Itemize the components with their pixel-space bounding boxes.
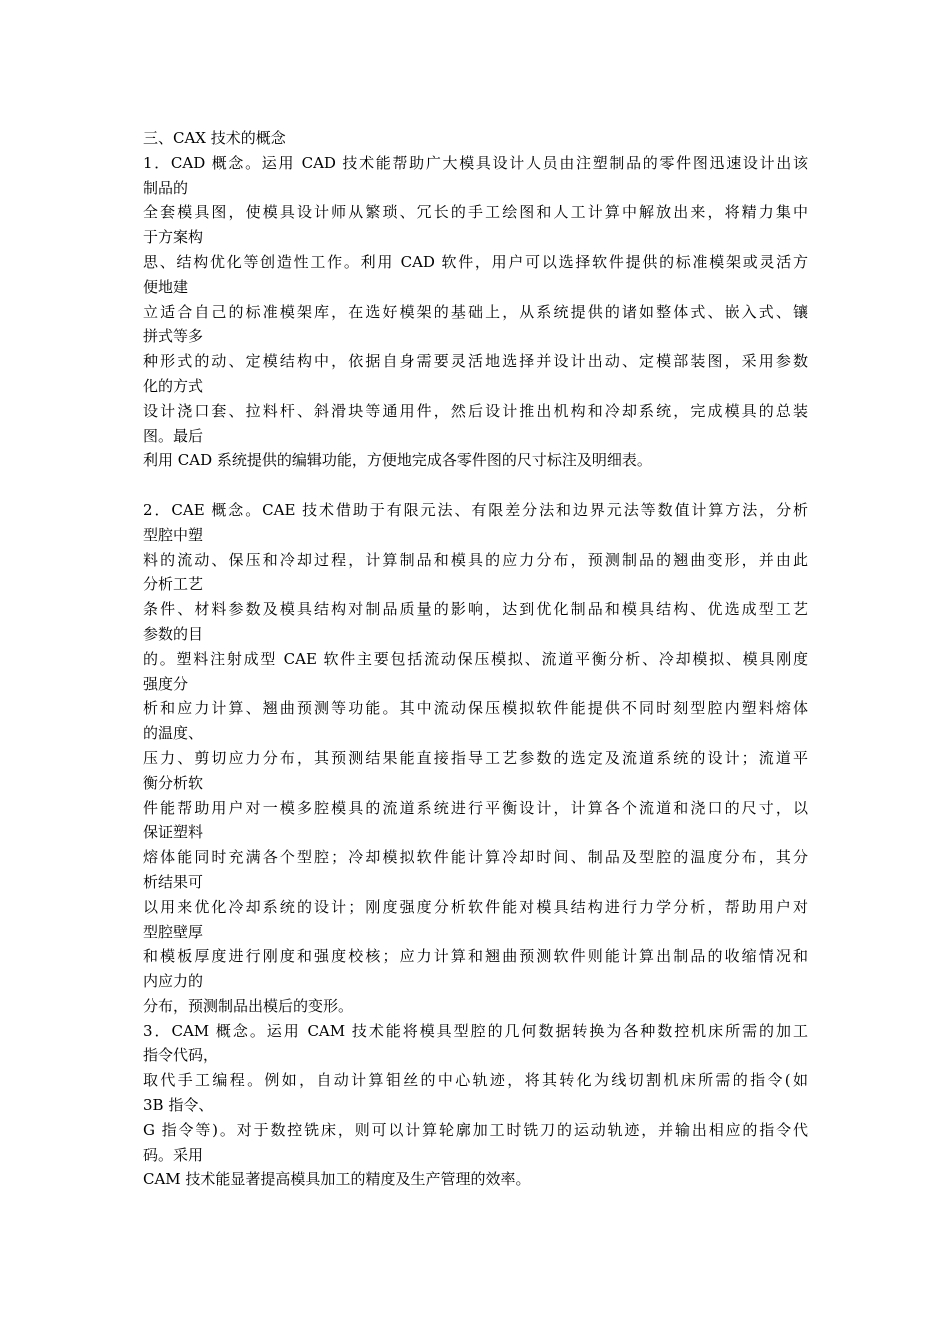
paragraph-line: 全套模具图，使模具设计师从繁琐、冗长的手工绘图和人工计算中解放出来，将精力集中 (143, 203, 808, 222)
section-cad (143, 151, 808, 473)
paragraph-line: 分析工艺 (143, 575, 204, 594)
paragraph-line: 设计浇口套、拉料杆、斜滑块等通用件，然后设计推出机构和冷却系统，完成模具的总装 (143, 401, 808, 420)
paragraph-line: 析结果可 (143, 872, 204, 891)
paragraph-line: 以用来优化冷却系统的设计；刚度强度分析软件能对模具结构进行力学分析，帮助用户对 (143, 897, 808, 916)
paragraph-line: 拼式等多 (143, 327, 204, 346)
paragraph-line: 指令代码， (143, 1046, 219, 1065)
paragraph-line: 内应力的 (143, 972, 204, 991)
paragraph-line: 2．CAE 概念。CAE 技术借助于有限元法、有限差分法和边界元法等数值计算方法，分析 (143, 500, 808, 519)
paragraph-line: 种形式的动、定模结构中，依据自身需要灵活地选择并设计出动、定模部装图，采用参数 (143, 352, 808, 371)
paragraph-gap (143, 473, 808, 498)
paragraph-line: 的温度、 (143, 724, 204, 743)
paragraph-line: 熔体能同时充满各个型腔；冷却模拟软件能计算冷却时间、制品及型腔的温度分布，其分 (143, 848, 808, 867)
section-cam (143, 1019, 808, 1193)
paragraph-line: 参数的目 (143, 624, 204, 643)
paragraph-line: G 指令等)。对于数控铣床，则可以计算轮廓加工时铣刀的运动轨迹，并输出相应的指令代 (143, 1120, 808, 1139)
paragraph-line: 件能帮助用户对一模多腔模具的流道系统进行平衡设计，计算各个流道和浇口的尺寸，以 (143, 798, 808, 817)
paragraph-line: 条件、材料参数及模具结构对制品质量的影响，达到优化制品和模具结构、优选成型工艺 (143, 600, 808, 619)
paragraph-line: 强度分 (143, 674, 189, 693)
paragraph-line: 立适合自己的标准模架库，在选好模架的基础上，从系统提供的诸如整体式、嵌入式、镶 (143, 302, 808, 321)
paragraph-line: 于方案构 (143, 228, 204, 247)
paragraph-line: CAM 技术能显著提高模具加工的精度及生产管理的效率。 (143, 1170, 531, 1189)
paragraph-line: 化的方式 (143, 376, 204, 395)
paragraph-line: 1．CAD 概念。运用 CAD 技术能帮助广大模具设计人员由注塑制品的零件图迅速设计出该 (143, 153, 808, 172)
paragraph-line: 利用 CAD 系统提供的编辑功能，方便地完成各零件图的尺寸标注及明细表。 (143, 451, 652, 470)
paragraph-line: 压力、剪切应力分布，其预测结果能直接指导工艺参数的选定及流道系统的设计；流道平 (143, 748, 808, 767)
paragraph-line: 取代手工编程。例如，自动计算钼丝的中心轨迹，将其转化为线切割机床所需的指令(如 (143, 1071, 808, 1090)
paragraph-line: 型腔中塑 (143, 525, 204, 544)
section-cae (143, 498, 808, 1019)
document-body (143, 126, 808, 1192)
paragraph-line: 思、结构优化等创造性工作。利用 CAD 软件，用户可以选择软件提供的标准模架或灵活方 (143, 252, 808, 271)
section-heading: 三、CAX 技术的概念 (143, 129, 286, 147)
paragraph-line: 图。最后 (143, 426, 204, 445)
paragraph-line: 的。塑料注射成型 CAE 软件主要包括流动保压模拟、流道平衡分析、冷却模拟、模具刚度 (143, 649, 808, 668)
paragraph-line: 制品的 (143, 178, 189, 197)
paragraph-line: 析和应力计算、翘曲预测等功能。其中流动保压模拟软件能提供不同时刻型腔内塑料熔体 (143, 699, 808, 718)
paragraph-line: 分布，预测制品出模后的变形。 (143, 996, 354, 1015)
paragraph-line: 3B 指令、 (143, 1096, 214, 1115)
paragraph-line: 型腔壁厚 (143, 922, 204, 941)
paragraph-line: 便地建 (143, 277, 189, 296)
paragraph-line: 料的流动、保压和冷却过程，计算制品和模具的应力分布，预测制品的翘曲变形，并由此 (143, 550, 808, 569)
paragraph-line: 码。采用 (143, 1145, 204, 1164)
paragraph-line: 3．CAM 概念。运用 CAM 技术能将模具型腔的几何数据转换为各种数控机床所需的加工 (143, 1021, 808, 1040)
paragraph-line: 衡分析软 (143, 773, 204, 792)
paragraph-line: 和模板厚度进行刚度和强度校核；应力计算和翘曲预测软件则能计算出制品的收缩情况和 (143, 947, 808, 966)
paragraph-line: 保证塑料 (143, 823, 204, 842)
